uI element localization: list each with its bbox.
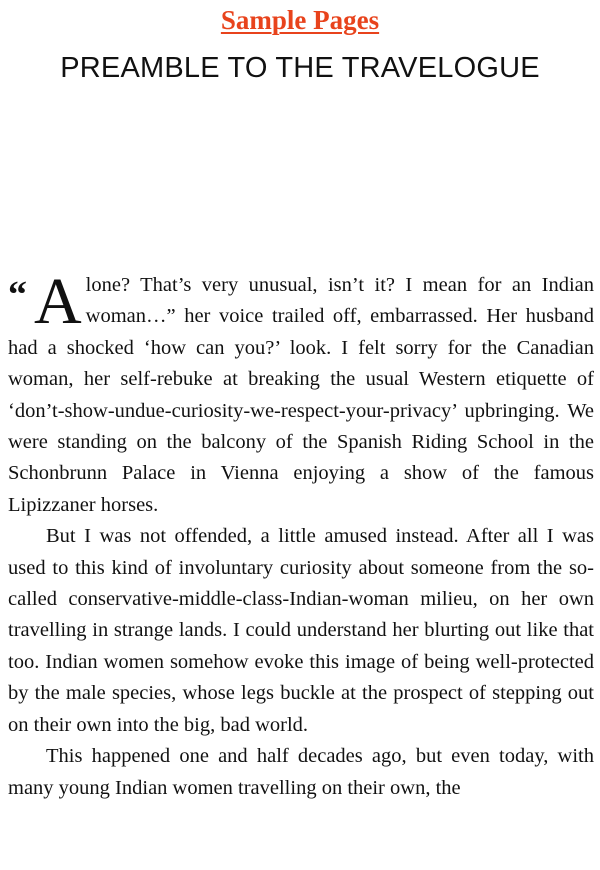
opening-quote-mark: “ bbox=[8, 274, 27, 316]
chapter-title: PREAMBLE TO THE TRAVELOGUE bbox=[60, 52, 540, 84]
sample-pages-label: Sample Pages bbox=[220, 5, 380, 35]
paragraph-1 bbox=[8, 265, 594, 521]
paragraph-1-text: lone? That’s very unusual, isn’t it? I mean for an Indian woman…” her voice trailed off, embarrassed. Her husband had a shocked ‘how can you?’ look. I felt sorry for the Canadian woman, her self-rebuke at breaking the usual Western etiquette of ‘don’t-show-undue-curiosity-we-respect-your-privacy’ upbringing. We were standing on the balcony of the Spanish Riding School in the Schonbrunn Palace in Vienna enjoying a show of the famous Lipizzaner horses. bbox=[8, 274, 594, 516]
body-text bbox=[8, 265, 594, 804]
paragraph-3: This happened one and half decades ago, but even today, with many young Indian women travelling on their own, the bbox=[8, 745, 594, 799]
drop-cap: A bbox=[34, 265, 82, 338]
paragraph-2: But I was not offended, a little amused instead. After all I was used to this kind of involuntary curiosity about someone from the so-called conservative-middle-class-Indian-woman milieu, on her own travelling in strange lands. I could understand her blurting out like that too. Indian women somehow evoke this image of being well-protected by the male species, whose legs buckle at the prospect of stepping out on their own into the big, bad world. bbox=[8, 525, 594, 736]
